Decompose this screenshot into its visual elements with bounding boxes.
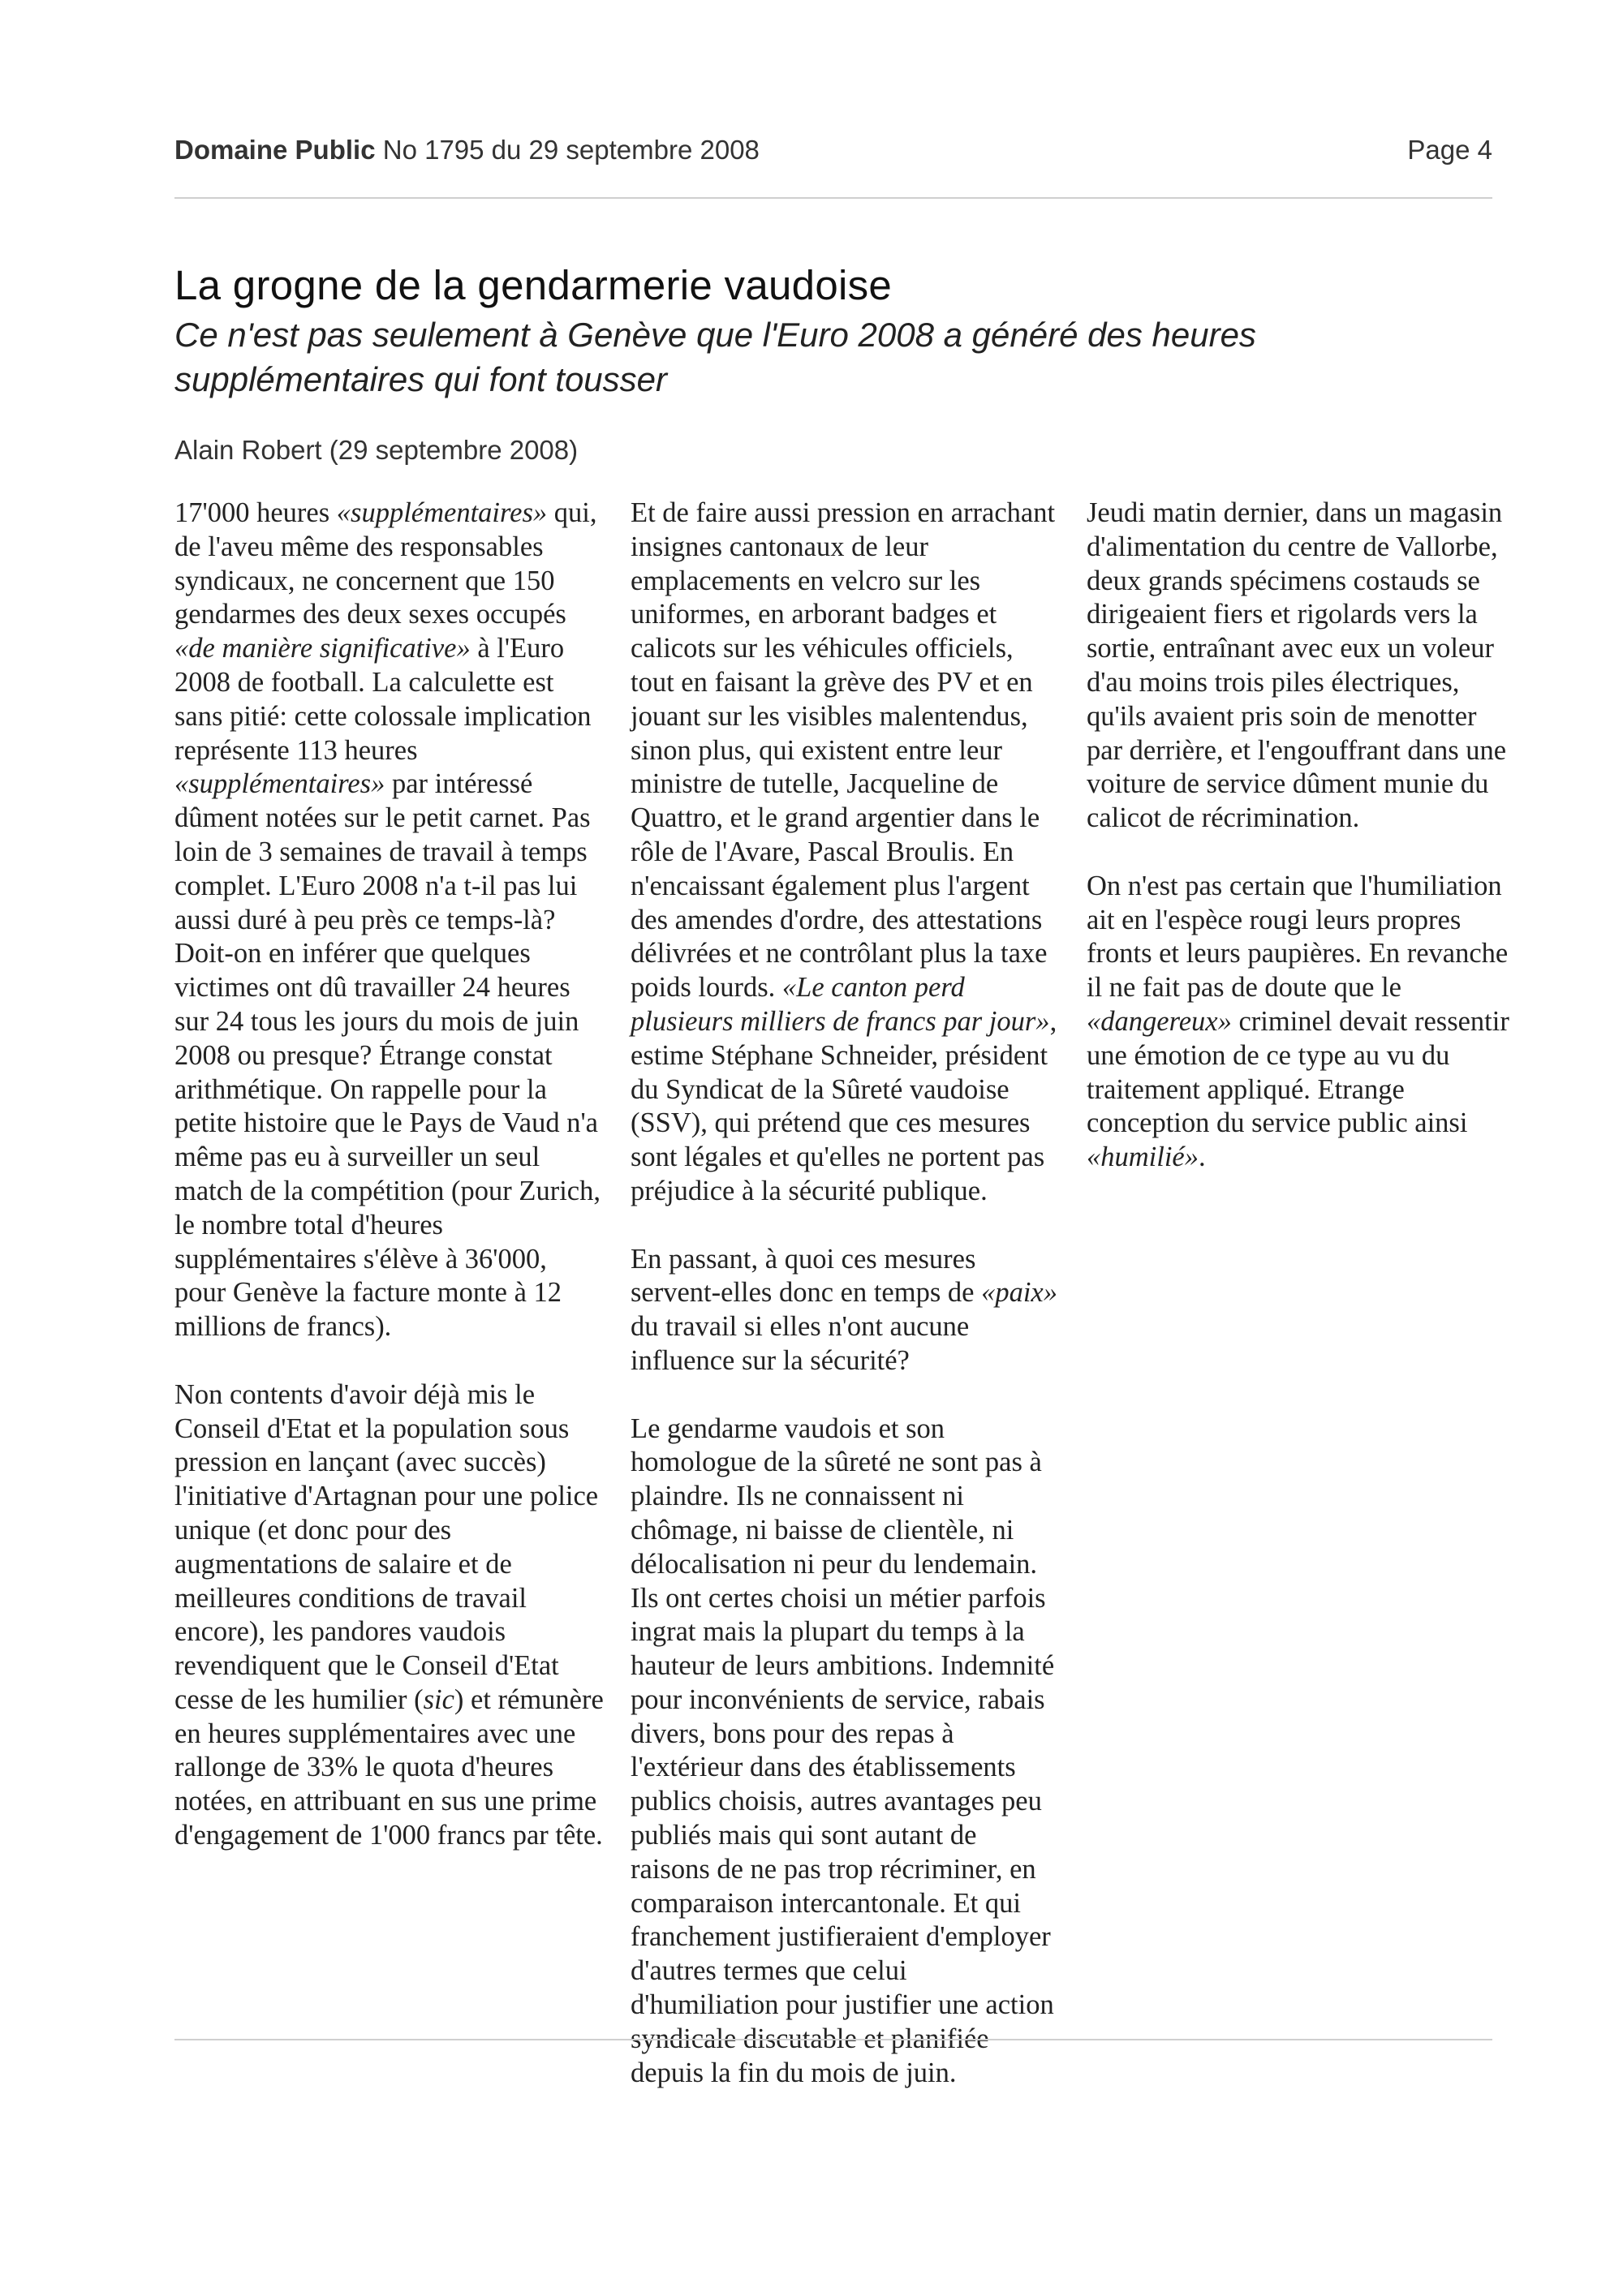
column-3 bbox=[1087, 497, 1517, 1175]
italic-quote: «supplémentaires» bbox=[174, 768, 385, 800]
text-run: On n'est pas certain que l'humiliation ait en l'espèce rougi leurs propres fronts et leurs paupières. En revanche il ne fait pas de doute que le bbox=[1087, 870, 1509, 1004]
page-number: Page 4 bbox=[1407, 135, 1492, 165]
text-run: Non contents d'avoir déjà mis le Conseil d'Etat et la population sous pression en lançant (avec succès) l'initiative d'Artagnan pour une police unique (et donc pour des augmentations de salaire et de meilleures conditions de travail encore), les pandores vaudois revendiquent que le Conseil d'Etat cesse de les humilier ( bbox=[174, 1378, 599, 1715]
text-run: . bbox=[1198, 1142, 1206, 1173]
header-divider bbox=[174, 197, 1492, 199]
footer-divider bbox=[174, 2039, 1492, 2040]
column-2 bbox=[631, 497, 1061, 2090]
paragraph bbox=[1087, 497, 1517, 836]
article-author: Alain Robert (29 septembre 2008) bbox=[174, 435, 579, 465]
text-run: 17'000 heures bbox=[174, 497, 337, 528]
text-run: par intéressé dûment notées sur le petit carnet. Pas loin de 3 semaines de travail à temps complet. L'Euro 2008 n'a t-il pas lui aussi duré à peu près ce temps-là? Doit-on en inférer que quelques victimes ont dû travailler 24 heures sur 24 tous les jours du mois de juin 2008 ou presque? Étrange constat arithmétique. On rappelle pour la petite histoire que le Pays de Vaud n'a même pas eu à surveiller un seul match de la compétition (pour Zurich, le nombre total d'heures supplémentaires s'élève à 36'000, pour Genève la facture monte à 12 millions de francs). bbox=[174, 768, 601, 1343]
text-run: qui, de l'aveu même des responsables syndicaux, ne concernent que 150 gendarmes des deux sexes occupés bbox=[174, 497, 597, 630]
issue-info: No 1795 du 29 septembre 2008 bbox=[382, 135, 760, 165]
italic-word: sic bbox=[423, 1683, 454, 1715]
text-run: , estime Stéphane Schneider, président du Syndicat de la Sûreté vaudoise (SSV), qui prétend que ces mesures sont légales et qu'elles ne portent pas préjudice à la sécurité publique. bbox=[631, 1005, 1057, 1206]
italic-quote: «humilié» bbox=[1087, 1142, 1199, 1173]
text-run: Et de faire aussi pression en arrachant insignes cantonaux de leur emplacements en velcro sur les uniformes, en arborant badges et calicots sur les véhicules officiels, tout en faisant la grève des PV et en jouant sur les visibles malentendus, sinon plus, qui existent entre leur ministre de tutelle, Jacqueline de Quattro, et le grand argentier dans le rôle de l'Avare, Pascal Broulis. En n'encaissant également plus l'argent des amendes d'ordre, des attestations délivrées et ne contrôlant plus la taxe poids lourds. bbox=[631, 497, 1056, 1004]
article-body bbox=[0, 497, 1623, 2088]
text-run: à l'Euro 2008 de football. La calculette est sans pitié: cette colossale implication représente 113 heures bbox=[174, 633, 592, 766]
paragraph bbox=[631, 497, 1061, 1209]
publication-name: Domaine Public bbox=[174, 135, 376, 165]
article-title: La grogne de la gendarmerie vaudoise bbox=[174, 262, 893, 308]
paragraph bbox=[631, 1412, 1061, 2091]
paragraph bbox=[1087, 870, 1517, 1175]
text-run: du travail si elles n'ont aucune influence sur la sécurité? bbox=[631, 1311, 970, 1376]
italic-quote: «Le canton perd plusieurs milliers de francs par jour» bbox=[631, 972, 1050, 1037]
italic-quote: «de manière significative» bbox=[174, 633, 471, 664]
italic-quote: «supplémentaires» bbox=[336, 497, 548, 528]
paragraph bbox=[174, 1378, 605, 1853]
article-subtitle: Ce n'est pas seulement à Genève que l'Euro 2008 a généré des heures supplémentaires qui font tousser bbox=[174, 316, 1256, 398]
italic-quote: «dangereux» bbox=[1087, 1005, 1232, 1037]
text-run: criminel devait ressentir une émotion de ce type au vu du traitement appliqué. Etrange conception du service public ainsi bbox=[1087, 1005, 1509, 1139]
text-run: Jeudi matin dernier, dans un magasin d'alimentation du centre de Vallorbe, deux grands spécimens costauds se dirigeaient fiers et rigolards vers la sortie, entraînant avec eux un voleur d'au moins trois piles électriques, qu'ils avaient pris soin de menotter par derrière, et l'engouffrant dans une voiture de service dûment munie du calicot de récrimination. bbox=[1087, 497, 1507, 834]
italic-quote: «paix» bbox=[981, 1277, 1057, 1309]
text-run: Le gendarme vaudois et son homologue de la sûreté ne sont pas à plaindre. Ils ne connaissent ni chômage, ni baisse de clientèle, ni délocalisation ni peur du lendemain. Ils ont certes choisi un métier parfois ingrat mais la plupart du temps à la hauteur de leurs ambitions. Indemnité pour inconvénients de service, rabais divers, bons pour des repas à l'extérieur dans des établissements publics choisis, autres avantages peu publiés mais qui sont autant de raisons de ne pas trop récriminer, en comparaison intercantonale. Et qui franchement justifieraient d'employer d'autres termes que celui d'humiliation pour justifier une action syndicale discutable et planifiée depuis la fin du mois de juin. bbox=[631, 1412, 1055, 2088]
text-run: En passant, à quoi ces mesures servent-elles donc en temps de bbox=[631, 1243, 982, 1309]
column-1 bbox=[174, 497, 605, 1853]
paragraph bbox=[631, 1243, 1061, 1378]
paragraph bbox=[174, 497, 605, 1344]
page-header bbox=[174, 135, 1492, 167]
text-run: ) et rémunère en heures supplémentaires avec une rallonge de 33% le quota d'heures notées, en attribuant en sus une prime d'engagement de 1'000 francs par tête. bbox=[174, 1683, 604, 1851]
